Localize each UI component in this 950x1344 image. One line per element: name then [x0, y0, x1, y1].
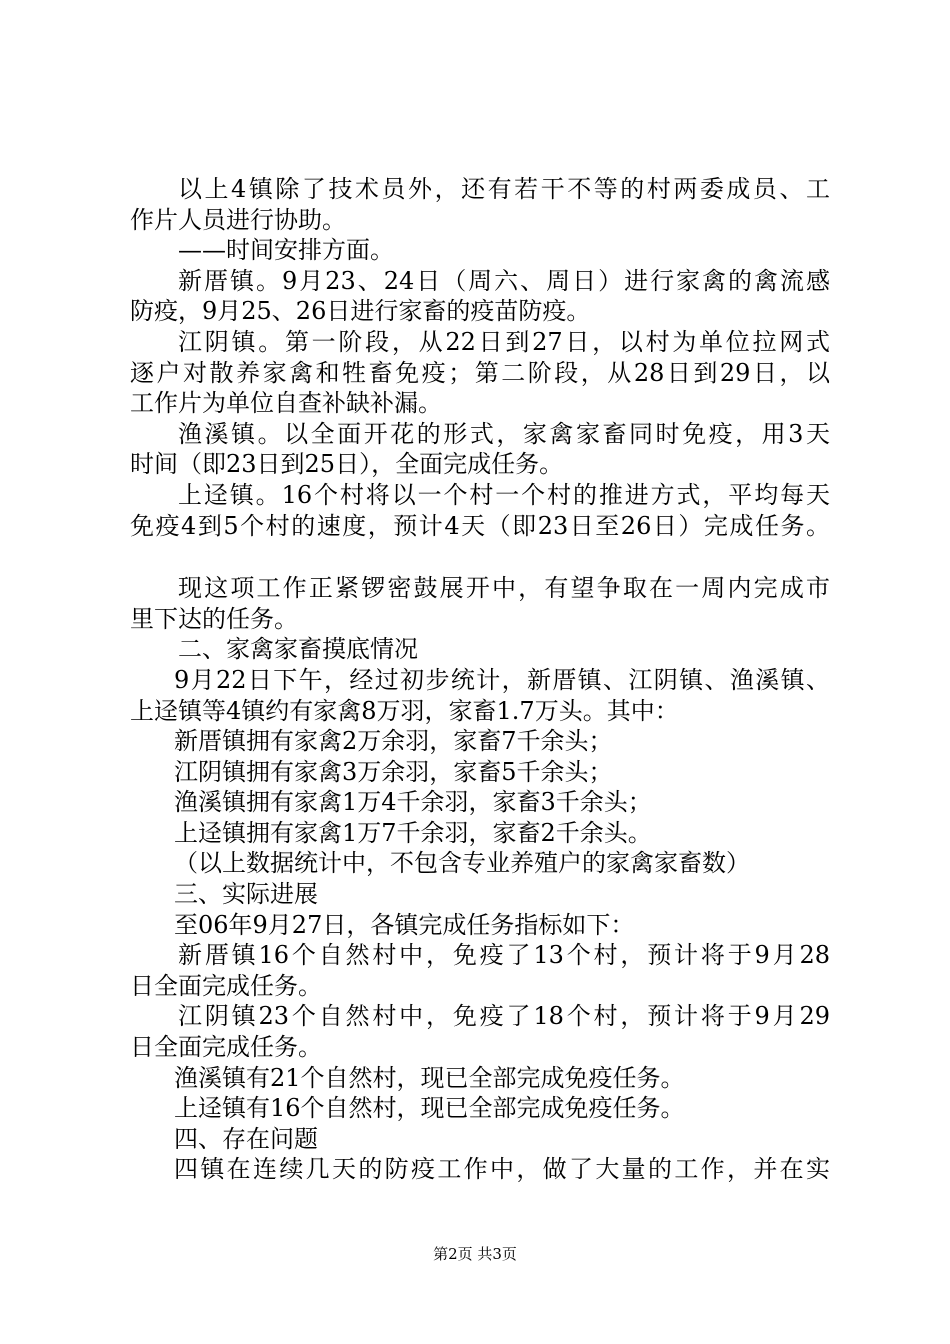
paragraph-line: 免疫4到5个村的速度，预计4天（即23日至26日）完成任务。 [130, 511, 830, 540]
paragraph-line: 现这项工作正紧锣密鼓展开中，有望争取在一周内完成市 [178, 574, 830, 603]
page-footer: 第2页 共3页 [433, 1245, 517, 1263]
paragraph-line: 江阴镇拥有家禽3万余羽，家畜5千余头； [174, 757, 613, 786]
paragraph-line: 渔溪镇拥有家禽1万4千余羽，家畜3千余头； [174, 788, 652, 817]
paragraph-line: 防疫，9月25、26日进行家畜的疫苗防疫。 [130, 297, 591, 326]
paragraph-line: 以上4镇除了技术员外，还有若干不等的村两委成员、工 [178, 175, 830, 203]
paragraph-line: 新厝镇。9月23、24日（周六、周日）进行家禽的禽流感 [178, 266, 830, 295]
paragraph-line: 逐户对散养家禽和牲畜免疫；第二阶段，从28日到29日，以 [130, 358, 830, 387]
paragraph-line: 江阴镇。第一阶段，从22日到27日，以村为单位拉网式 [178, 327, 830, 356]
paragraph-line: 9月22日下午，经过初步统计，新厝镇、江阴镇、渔溪镇、 [174, 665, 830, 694]
paragraph-line: 里下达的任务。 [130, 604, 298, 633]
paragraph-line: 至06年9月27日，各镇完成任务指标如下： [174, 910, 635, 939]
section-heading: 三、实际进展 [174, 880, 318, 909]
paragraph-line: （以上数据统计中，不包含专业养殖户的家禽家畜数） [174, 849, 750, 878]
paragraph-line: 渔溪镇。以全面开花的形式，家禽家畜同时免疫，用3天 [178, 419, 830, 448]
paragraph-line: 工作片为单位自查补缺补漏。 [130, 389, 442, 418]
paragraph-line: 作片人员进行协助。 [130, 205, 346, 234]
blank-line [130, 541, 830, 573]
section-heading: 四、存在问题 [174, 1124, 318, 1153]
section-subheading: ——时间安排方面。 [178, 236, 394, 265]
paragraph-line: 四镇在连续几天的防疫工作中，做了大量的工作，并在实 [174, 1155, 830, 1184]
paragraph-line: 时间（即23日到25日），全面完成任务。 [130, 450, 564, 479]
paragraph-line: 渔溪镇有21个自然村，现已全部完成免疫任务。 [174, 1063, 685, 1092]
paragraph-line: 新厝镇16个自然村中，免疫了13个村，预计将于9月28 [178, 941, 830, 970]
paragraph-line: 上迳镇拥有家禽1万7千余羽，家畜2千余头。 [174, 818, 652, 847]
paragraph-line: 上迳镇。16个村将以一个村一个村的推进方式，平均每天 [178, 480, 830, 509]
section-heading: 二、家禽家畜摸底情况 [178, 635, 418, 664]
paragraph-line: 日全面完成任务。 [130, 971, 322, 1000]
paragraph-line: 新厝镇拥有家禽2万余羽，家畜7千余头； [174, 727, 613, 756]
paragraph-line: 日全面完成任务。 [130, 1033, 322, 1062]
paragraph-line: 上迳镇等4镇约有家禽8万羽，家畜1.7万头。其中： [130, 696, 679, 725]
paragraph-line: 江阴镇23个自然村中，免疫了18个村，预计将于9月29 [178, 1002, 830, 1031]
document-body [130, 174, 830, 1185]
paragraph-line: 上迳镇有16个自然村，现已全部完成免疫任务。 [174, 1094, 685, 1123]
